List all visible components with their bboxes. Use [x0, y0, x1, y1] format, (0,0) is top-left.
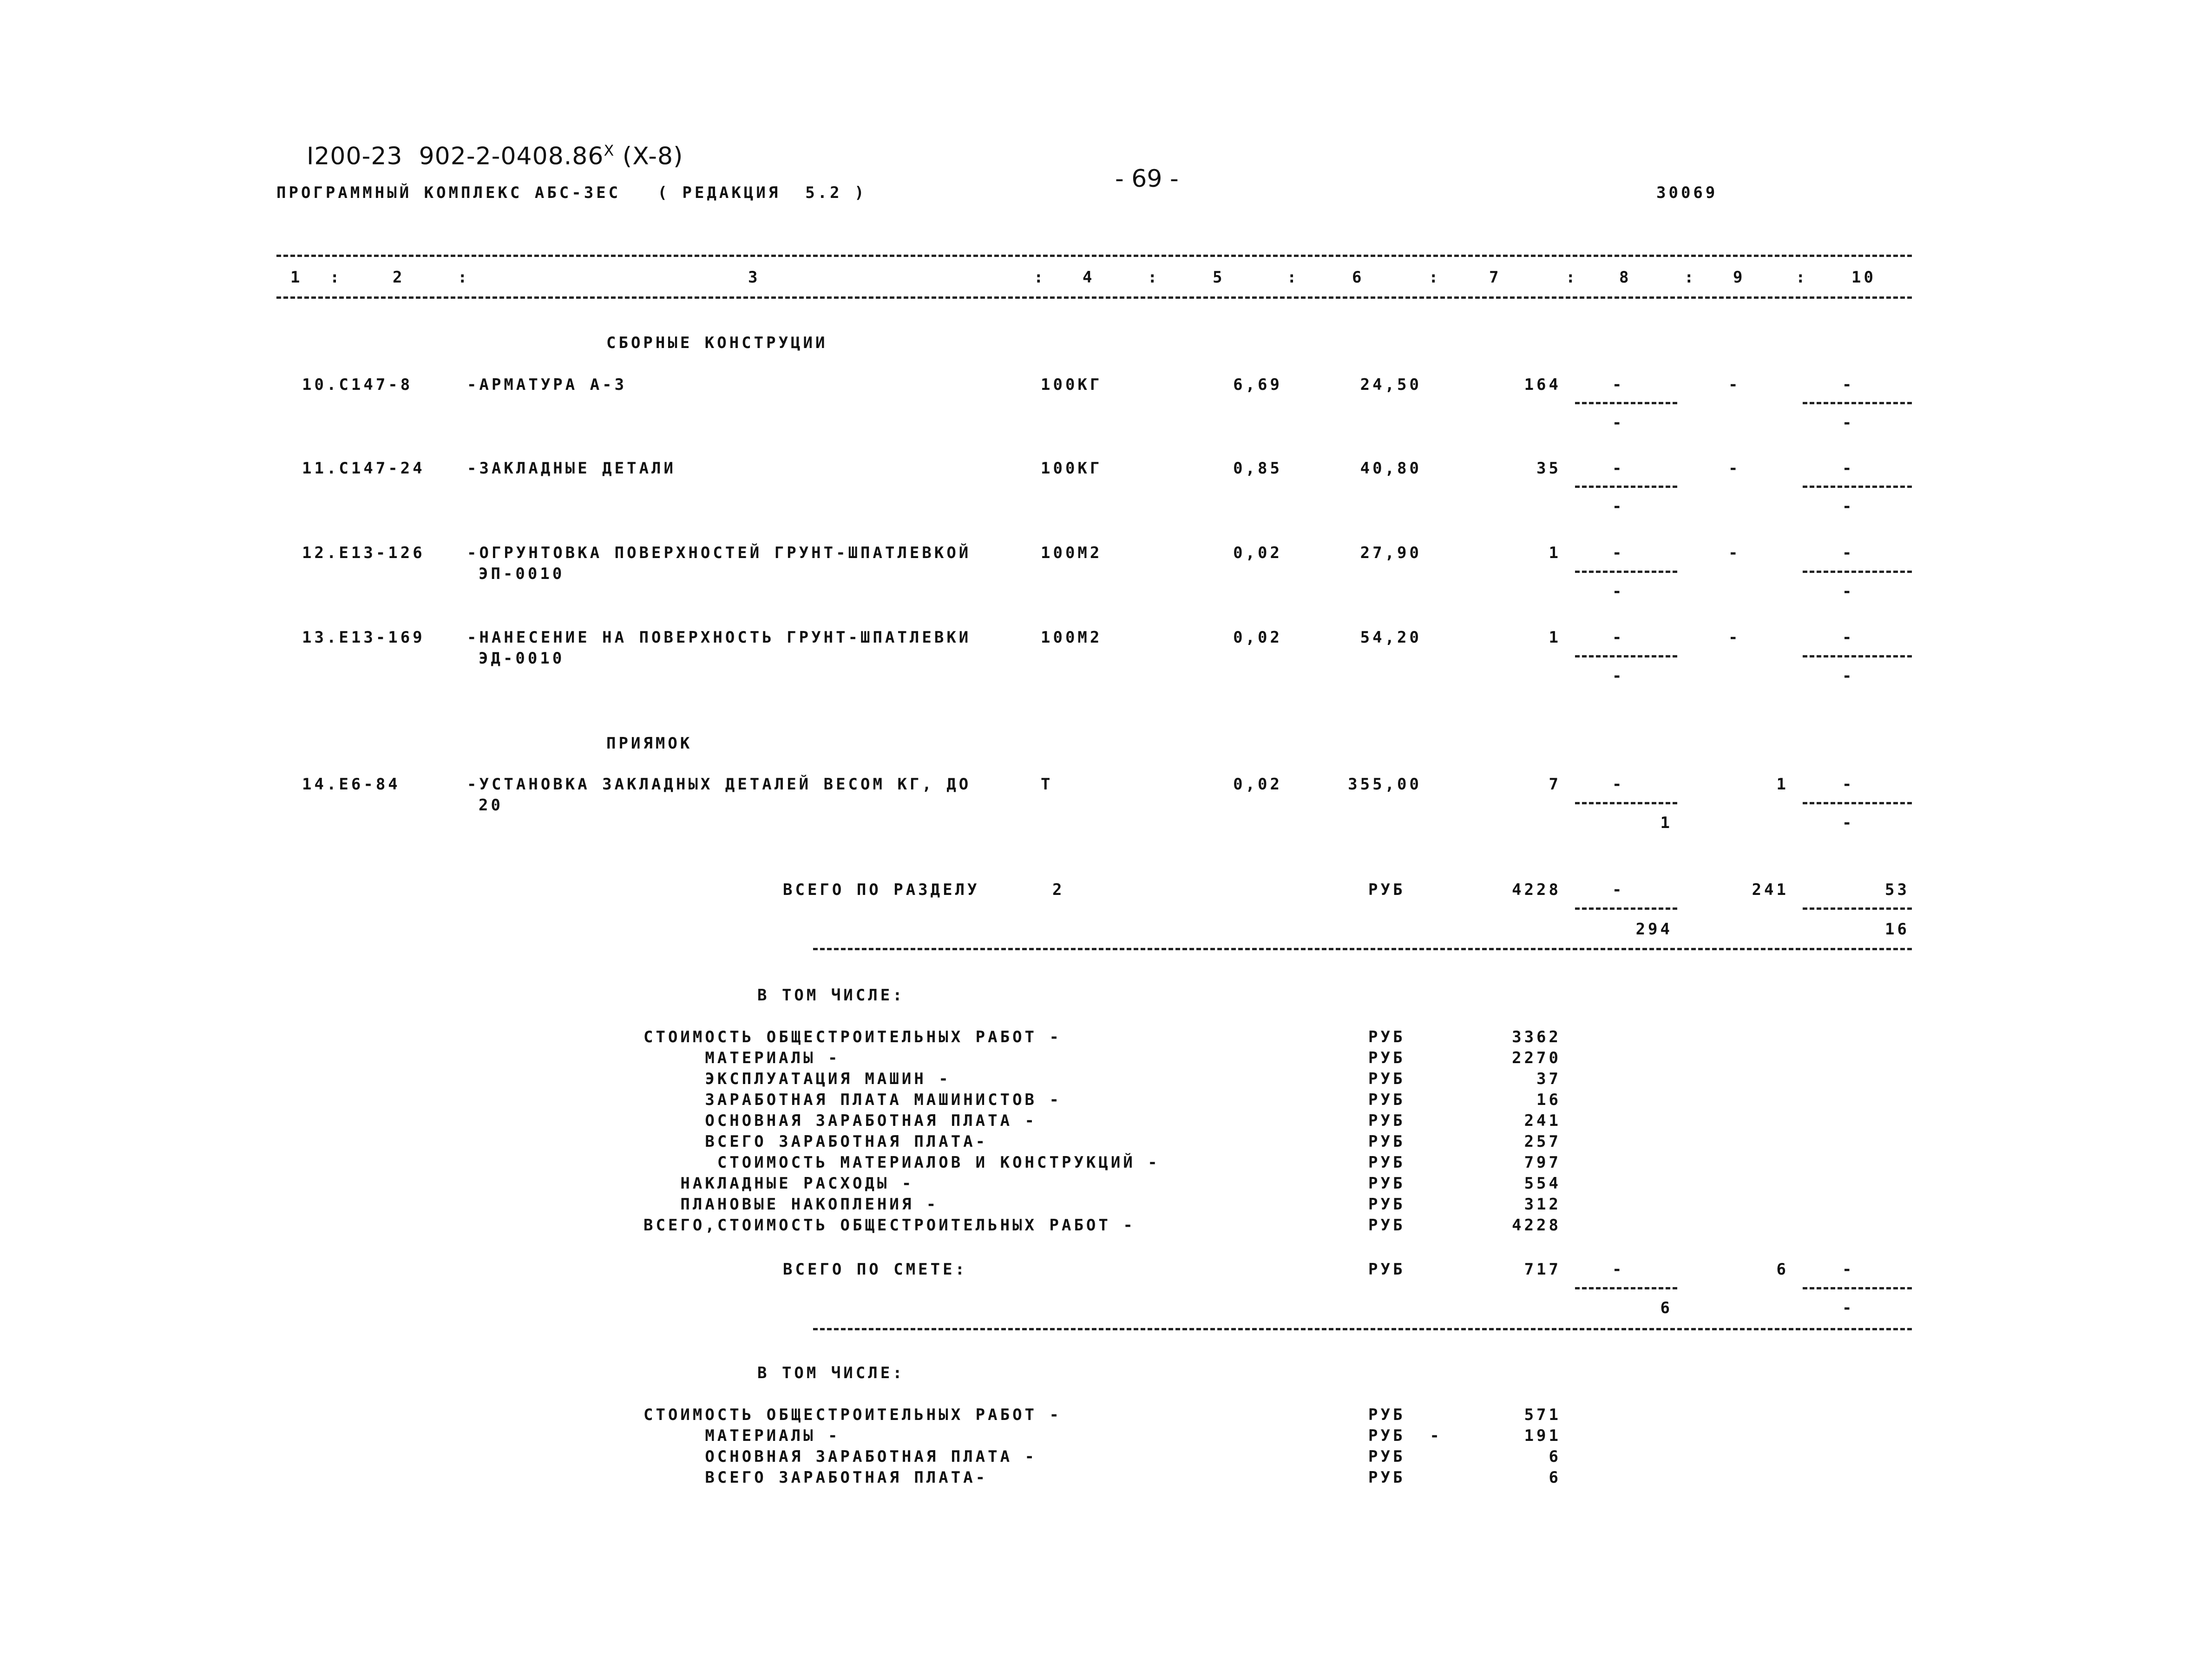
- row-total: 35: [1536, 459, 1561, 478]
- row-name: -ЗАКЛАДНЫЕ ДЕТАЛИ: [467, 459, 676, 478]
- row-unit: 100М2: [1041, 628, 1103, 647]
- divider: [1803, 1287, 1912, 1289]
- divider: [276, 255, 1912, 257]
- row-price: 54,20: [1360, 628, 1422, 647]
- sheet-code: 30069: [1656, 184, 1718, 202]
- document-code: I200-23 $902-2-0408.86^X$ (X-8): [307, 142, 683, 171]
- section-title: ПРИЯМОК: [606, 734, 693, 753]
- row-qty: 0,02: [1233, 628, 1282, 647]
- estimate-total-col10: -: [1842, 1260, 1855, 1279]
- row-col8-bottom: 1: [1660, 814, 1673, 832]
- breakdown-title: В ТОМ ЧИСЛЕ:: [757, 986, 905, 1005]
- divider: [1803, 907, 1912, 910]
- row-col8: -: [1612, 628, 1625, 647]
- row-qty: 0,02: [1233, 544, 1282, 562]
- row-name: -АРМАТУРА А-3: [467, 375, 627, 394]
- row-col10-bottom: -: [1842, 414, 1855, 432]
- divider: [276, 296, 1912, 299]
- row-col10: -: [1842, 375, 1855, 394]
- section-total-label: ВСЕГО ПО РАЗДЕЛУ: [783, 881, 980, 899]
- row-col10-bottom: -: [1842, 497, 1855, 516]
- estimate-total-unit: РУБ: [1368, 1260, 1405, 1279]
- row-col9: -: [1728, 375, 1741, 394]
- row-total: 1: [1549, 544, 1561, 562]
- row-code: 11.С147-24: [302, 459, 425, 478]
- row-qty: 6,69: [1233, 375, 1282, 394]
- row-col9: 1: [1776, 775, 1789, 794]
- section-total-col9: 241: [1752, 881, 1789, 899]
- row-col8-bottom: -: [1612, 497, 1625, 516]
- row-price: 40,80: [1360, 459, 1422, 478]
- row-price: 24,50: [1360, 375, 1422, 394]
- divider: [1803, 655, 1912, 657]
- row-col8-bottom: -: [1612, 582, 1625, 601]
- row-code: 10.С147-8: [302, 375, 413, 394]
- divider: [813, 948, 1912, 950]
- divider: [1803, 802, 1912, 804]
- row-col9: -: [1728, 628, 1741, 647]
- estimate-total-label: ВСЕГО ПО СМЕТЕ:: [783, 1260, 968, 1279]
- row-col8-bottom: -: [1612, 414, 1625, 432]
- divider: [1575, 402, 1677, 404]
- row-col8-bottom: -: [1612, 667, 1625, 685]
- section-total-col10: 53: [1885, 881, 1910, 899]
- section-total-col10-bottom: 16: [1885, 920, 1910, 939]
- row-col10: -: [1842, 459, 1855, 478]
- row-unit: 100М2: [1041, 544, 1103, 562]
- divider: [1575, 571, 1677, 573]
- divider: [1803, 571, 1912, 573]
- row-total: 1: [1549, 628, 1561, 647]
- row-name-cont: ЭД-0010: [479, 649, 565, 668]
- row-col8: -: [1612, 459, 1625, 478]
- row-name: -УСТАНОВКА ЗАКЛАДНЫХ ДЕТАЛЕЙ ВЕСОМ КГ, ДО: [467, 775, 971, 794]
- divider: [1575, 655, 1677, 657]
- row-col9: -: [1728, 459, 1741, 478]
- section-number: 2: [1052, 881, 1065, 899]
- section-total-unit: РУБ: [1368, 881, 1405, 899]
- divider: [813, 1328, 1912, 1330]
- row-col8: -: [1612, 375, 1625, 394]
- program-title: ПРОГРАММНЫЙ КОМПЛЕКС АБС-3ЕС ( РЕДАКЦИЯ 5.2 ): [276, 184, 867, 202]
- section-total-col8-bottom: 294: [1635, 920, 1673, 939]
- divider: [1575, 907, 1677, 910]
- row-unit: 100КГ: [1041, 459, 1103, 478]
- row-price: 27,90: [1360, 544, 1422, 562]
- row-col10: -: [1842, 775, 1855, 794]
- row-name: -ОГРУНТОВКА ПОВЕРХНОСТЕЙ ГРУНТ-ШПАТЛЕВКОЙ: [467, 544, 971, 562]
- breakdown-title: В ТОМ ЧИСЛЕ:: [757, 1364, 905, 1382]
- divider: [1575, 486, 1677, 488]
- row-code: 14.Е6-84: [302, 775, 400, 794]
- row-price: 355,00: [1348, 775, 1422, 794]
- row-unit: 100КГ: [1041, 375, 1103, 394]
- estimate-total-col9: 6: [1776, 1260, 1789, 1279]
- row-name-cont: 20: [479, 796, 503, 815]
- divider: [1575, 1287, 1677, 1289]
- row-col8: -: [1612, 775, 1625, 794]
- section-total-value: 4228: [1512, 881, 1561, 899]
- row-total: 7: [1549, 775, 1561, 794]
- row-name: -НАНЕСЕНИЕ НА ПОВЕРХНОСТЬ ГРУНТ-ШПАТЛЕВКИ: [467, 628, 971, 647]
- row-total: 164: [1524, 375, 1561, 394]
- row-col10: -: [1842, 544, 1855, 562]
- estimate-total-col8-bottom: 6: [1660, 1299, 1673, 1317]
- row-col9: -: [1728, 544, 1741, 562]
- row-code: 12.Е13-126: [302, 544, 425, 562]
- row-code: 13.Е13-169: [302, 628, 425, 647]
- row-col10-bottom: -: [1842, 582, 1855, 601]
- page-number: - 69 -: [1115, 165, 1179, 193]
- row-qty: 0,02: [1233, 775, 1282, 794]
- section-total-col8: -: [1612, 881, 1625, 899]
- row-col10: -: [1842, 628, 1855, 647]
- estimate-total-col10-bottom: -: [1842, 1299, 1855, 1317]
- estimate-total-col8: -: [1612, 1260, 1625, 1279]
- row-unit: Т: [1041, 775, 1053, 794]
- row-col10-bottom: -: [1842, 814, 1855, 832]
- row-col10-bottom: -: [1842, 667, 1855, 685]
- section-title: СБОРНЫЕ КОНСТРУЦИИ: [606, 334, 828, 352]
- row-name-cont: ЭП-0010: [479, 565, 565, 583]
- divider: [1803, 402, 1912, 404]
- row-col8: -: [1612, 544, 1625, 562]
- divider: [1803, 486, 1912, 488]
- row-qty: 0,85: [1233, 459, 1282, 478]
- divider: [1575, 802, 1677, 804]
- estimate-total-value: 717: [1524, 1260, 1561, 1279]
